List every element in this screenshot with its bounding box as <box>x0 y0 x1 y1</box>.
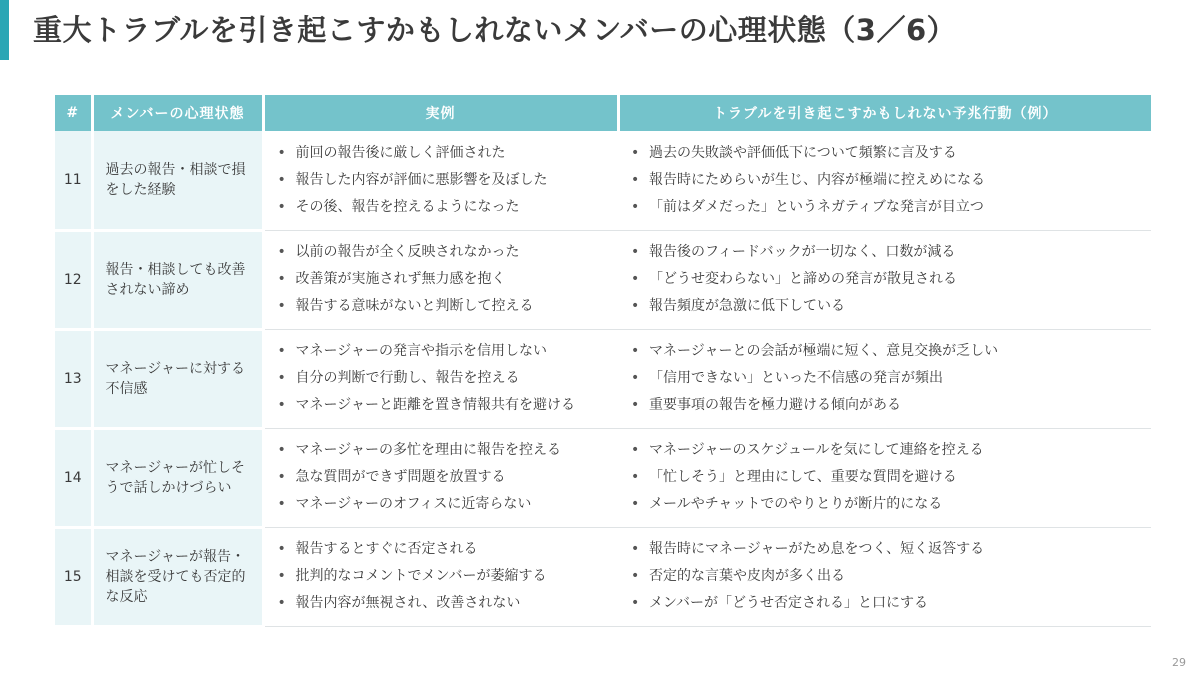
sign-item: • 報告時にためらいが生じ、内容が極端に控えめになる <box>631 167 1150 194</box>
mental-state-cell: 過去の報告・相談で損をした経験 <box>92 131 263 230</box>
sign-item: • 報告後のフィードバックが一切なく、口数が減る <box>631 239 1150 266</box>
examples-list <box>266 239 618 320</box>
examples-cell <box>263 230 618 329</box>
examples-cell <box>263 131 618 230</box>
page-number: 29 <box>1172 656 1186 669</box>
examples-cell <box>263 428 618 527</box>
signs-cell <box>618 527 1151 626</box>
signs-list <box>619 239 1150 320</box>
signs-list <box>619 536 1150 617</box>
example-item: • マネージャーの発言や指示を信用しない <box>278 338 618 365</box>
table-header-row <box>55 95 1151 131</box>
header-warning-signs: トラブルを引き起こすかもしれない予兆行動（例） <box>618 95 1151 131</box>
sign-item: • 報告頻度が急激に低下している <box>631 293 1150 320</box>
examples-list <box>266 140 618 221</box>
examples-cell <box>263 329 618 428</box>
sign-item: • 報告時にマネージャーがため息をつく、短く返答する <box>631 536 1150 563</box>
examples-list <box>266 437 618 518</box>
examples-list <box>266 338 618 419</box>
example-item: • 以前の報告が全く反映されなかった <box>278 239 618 266</box>
example-item: • その後、報告を控えるようになった <box>278 194 618 221</box>
row-number: 11 <box>55 131 92 230</box>
sign-item: • メールやチャットでのやりとりが断片的になる <box>631 491 1150 518</box>
header-number: # <box>55 95 92 131</box>
example-item: • 急な質問ができず問題を放置する <box>278 464 618 491</box>
psychology-table <box>55 95 1151 628</box>
sign-item: • メンバーが「どうせ否定される」と口にする <box>631 590 1150 617</box>
signs-list <box>619 338 1150 419</box>
examples-list <box>266 536 618 617</box>
example-item: • 改善策が実施されず無力感を抱く <box>278 266 618 293</box>
mental-state-cell: マネージャーが報告・相談を受けても否定的な反応 <box>92 527 263 626</box>
mental-state-cell: 報告・相談しても改善されない諦め <box>92 230 263 329</box>
row-number: 12 <box>55 230 92 329</box>
table-row <box>55 131 1151 230</box>
signs-list <box>619 140 1150 221</box>
row-number: 14 <box>55 428 92 527</box>
row-number: 15 <box>55 527 92 626</box>
example-item: • マネージャーのオフィスに近寄らない <box>278 491 618 518</box>
table-row <box>55 230 1151 329</box>
title-accent-bar <box>0 0 9 60</box>
example-item: • 報告内容が無視され、改善されない <box>278 590 618 617</box>
sign-item: • 「信用できない」といった不信感の発言が頻出 <box>631 365 1150 392</box>
signs-cell <box>618 131 1151 230</box>
table-row <box>55 527 1151 626</box>
table-row <box>55 329 1151 428</box>
mental-state-cell: マネージャーが忙しそうで話しかけづらい <box>92 428 263 527</box>
example-item: • マネージャーと距離を置き情報共有を避ける <box>278 392 618 419</box>
table-row <box>55 428 1151 527</box>
sign-item: • 「忙しそう」と理由にして、重要な質問を避ける <box>631 464 1150 491</box>
header-examples: 実例 <box>263 95 618 131</box>
sign-item: • マネージャーとの会話が極端に短く、意見交換が乏しい <box>631 338 1150 365</box>
example-item: • 報告した内容が評価に悪影響を及ぼした <box>278 167 618 194</box>
header-mental-state: メンバーの心理状態 <box>92 95 263 131</box>
example-item: • 報告する意味がないと判断して控える <box>278 293 618 320</box>
example-item: • 批判的なコメントでメンバーが萎縮する <box>278 563 618 590</box>
sign-item: • マネージャーのスケジュールを気にして連絡を控える <box>631 437 1150 464</box>
example-item: • マネージャーの多忙を理由に報告を控える <box>278 437 618 464</box>
sign-item: • 「どうせ変わらない」と諦めの発言が散見される <box>631 266 1150 293</box>
examples-cell <box>263 527 618 626</box>
example-item: • 前回の報告後に厳しく評価された <box>278 140 618 167</box>
signs-list <box>619 437 1150 518</box>
signs-cell <box>618 329 1151 428</box>
signs-cell <box>618 428 1151 527</box>
example-item: • 自分の判断で行動し、報告を控える <box>278 365 618 392</box>
sign-item: • 過去の失敗談や評価低下について頻繁に言及する <box>631 140 1150 167</box>
signs-cell <box>618 230 1151 329</box>
example-item: • 報告するとすぐに否定される <box>278 536 618 563</box>
row-number: 13 <box>55 329 92 428</box>
slide-title: 重大トラブルを引き起こすかもしれないメンバーの心理状態（3／6） <box>33 13 957 47</box>
sign-item: • 「前はダメだった」というネガティブな発言が目立つ <box>631 194 1150 221</box>
sign-item: • 否定的な言葉や皮肉が多く出る <box>631 563 1150 590</box>
sign-item: • 重要事項の報告を極力避ける傾向がある <box>631 392 1150 419</box>
mental-state-cell: マネージャーに対する不信感 <box>92 329 263 428</box>
